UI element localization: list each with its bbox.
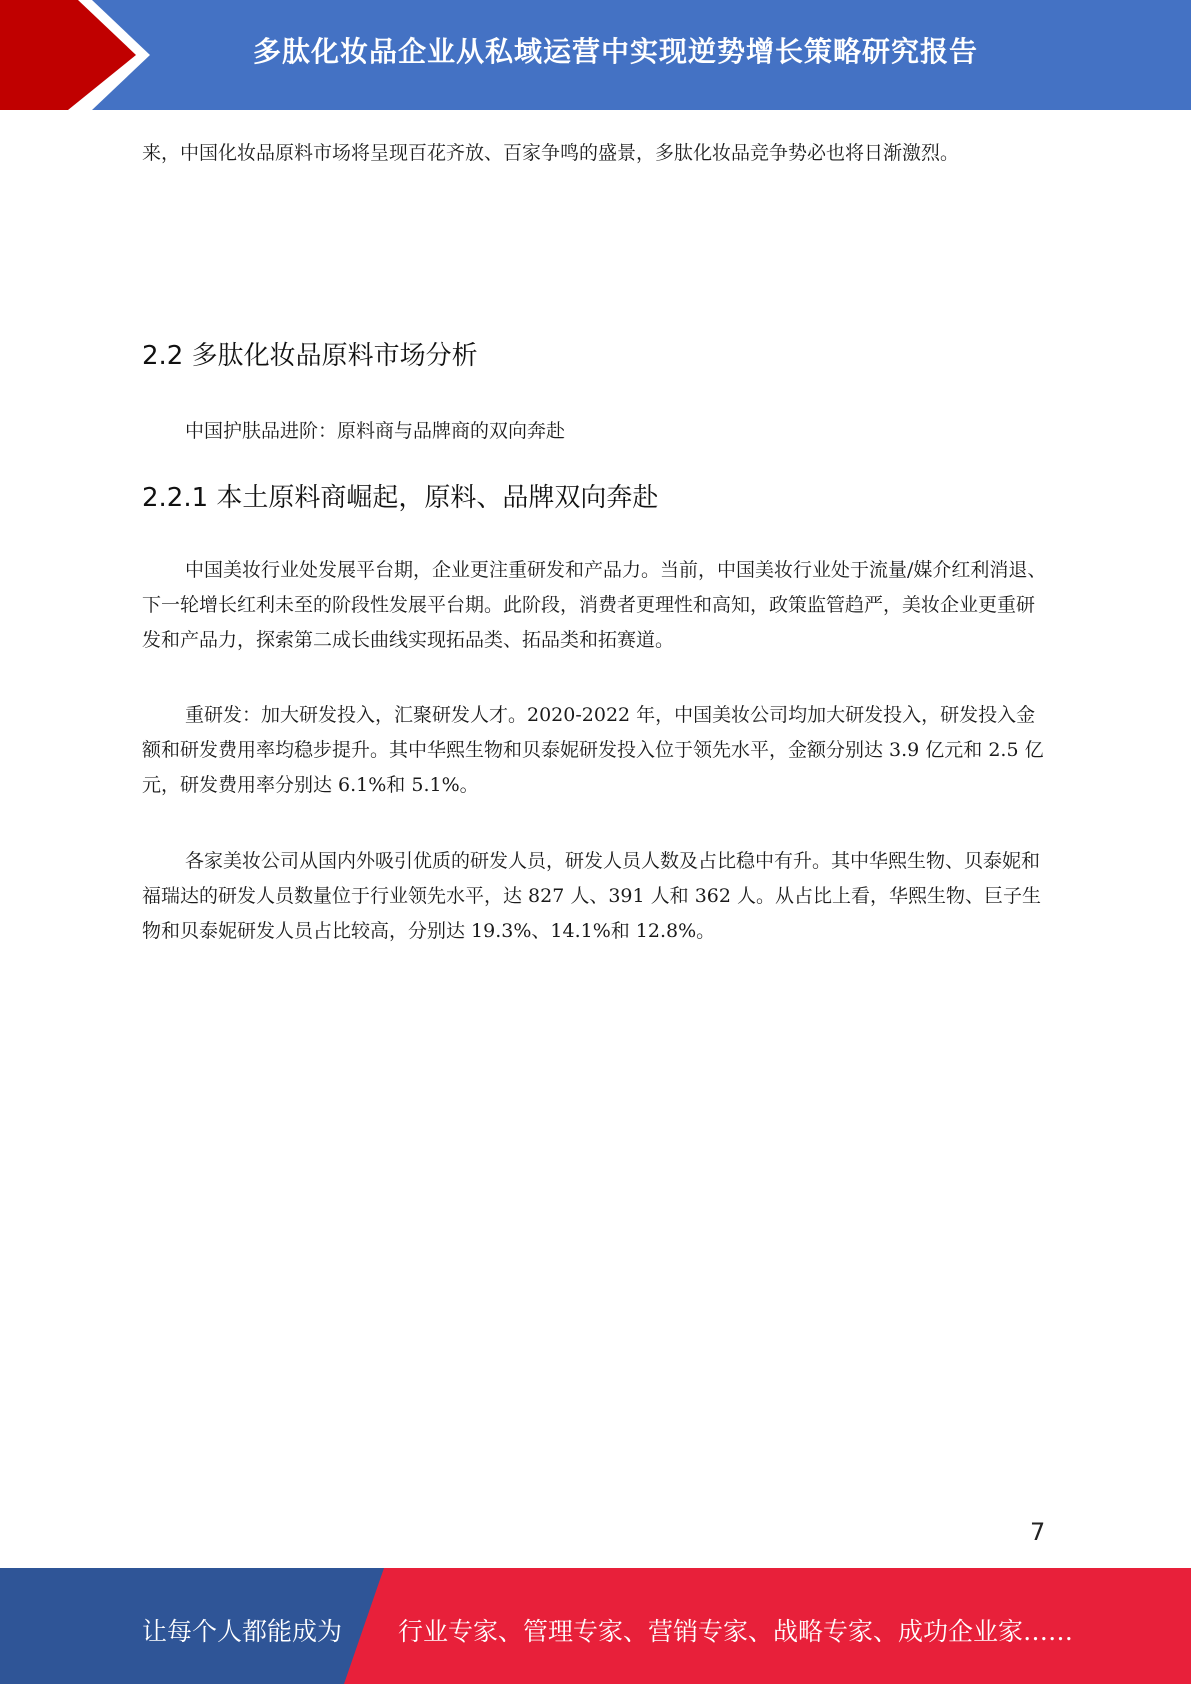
footer-slogan-right: 行业专家、管理专家、营销专家、战略专家、成功企业家…… <box>398 1617 1074 1646</box>
section-2-2-heading: 2.2 多肽化妆品原料市场分析 <box>142 341 478 371</box>
page-number: 7 <box>1030 1518 1046 1546</box>
paragraph-rd-investment: 重研发：加大研发投入，汇聚研发人才。2020-2022 年，中国美妆公司均加大研发投入，研发投入金额和研发费用率均稳步提升。其中华熙生物和贝泰妮研发投入位于领先水平，金额分别达 3.9 亿元和 2.5 亿元，研发费用率分别达 6.1%和 5.1%。 <box>142 704 1044 796</box>
intro-paragraph: 来，中国化妆品原料市场将呈现百花齐放、百家争鸣的盛景，多肽化妆品竞争势必也将日渐激烈。 <box>142 142 960 164</box>
section-2-2-1-heading: 2.2.1 本土原料商崛起，原料、品牌双向奔赴 <box>142 483 659 513</box>
section-2-2-lead: 中国护肤品进阶：原料商与品牌商的双向奔赴 <box>185 420 566 442</box>
paragraph-industry-plateau: 中国美妆行业处发展平台期，企业更注重研发和产品力。当前，中国美妆行业处于流量/媒介红利消退、下一轮增长红利未至的阶段性发展平台期。此阶段，消费者更理性和高知，政策监管趋严，美妆企业更重研发和产品力，探索第二成长曲线实现拓品类、拓品类和拓赛道。 <box>142 559 1047 651</box>
page-header <box>0 0 1191 110</box>
paragraph-rd-staff: 各家美妆公司从国内外吸引优质的研发人员，研发人员人数及占比稳中有升。其中华熙生物、贝泰妮和福瑞达的研发人员数量位于行业领先水平，达 827 人、391 人和 362 人。从占比上看，华熙生物、巨子生物和贝泰妮研发人员占比较高，分别达 19.3%、14.1%和 12.8%。 <box>142 850 1041 942</box>
footer-slogan-left: 让每个人都能成为 <box>142 1617 343 1646</box>
page-footer <box>0 1568 1191 1684</box>
report-title: 多肽化妆品企业从私域运营中实现逆势增长策略研究报告 <box>252 35 978 68</box>
